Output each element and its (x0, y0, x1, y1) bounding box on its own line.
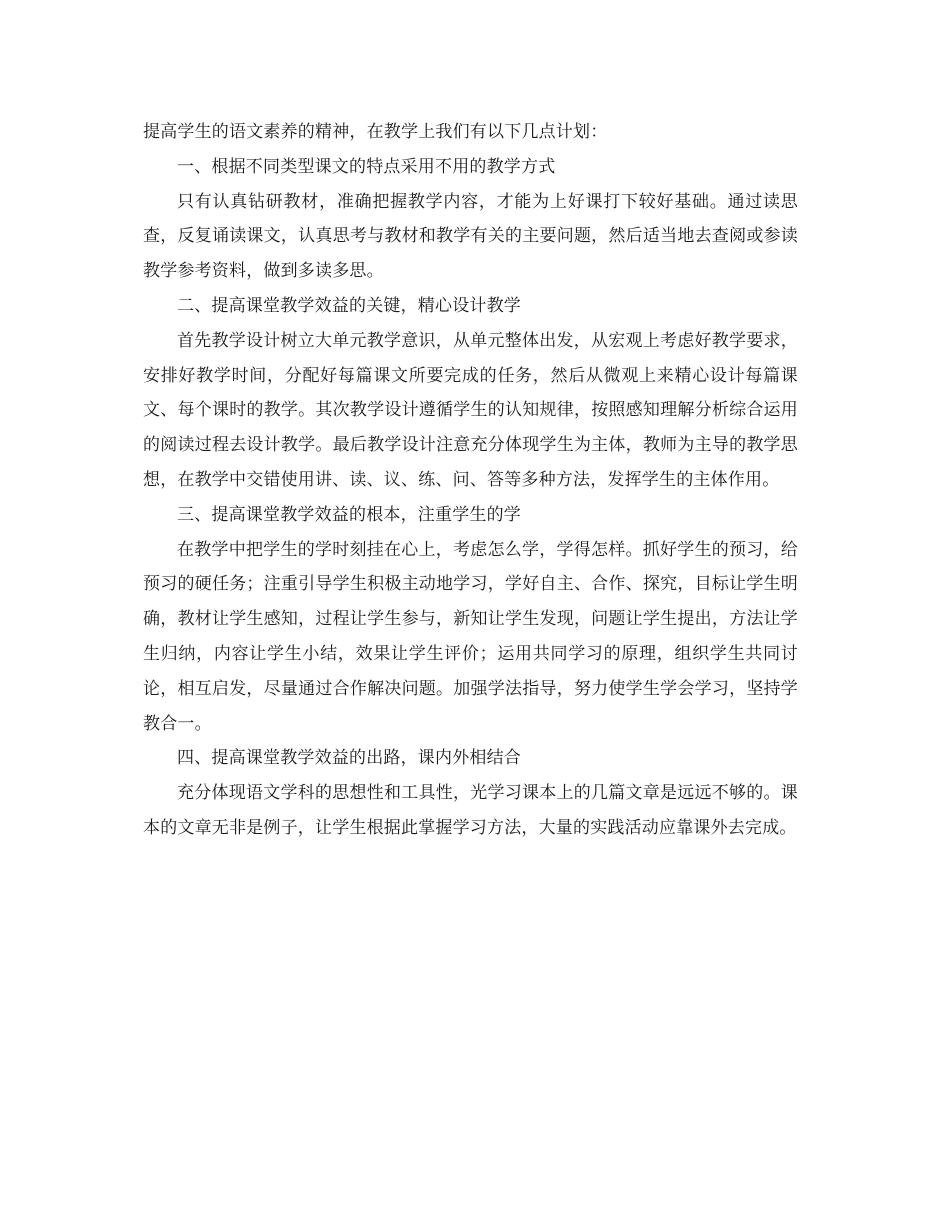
heading-section-4: 四、提高课堂教学效益的出路，课内外相结合 (177, 748, 521, 769)
paragraph-intro: 提高学生的语文素养的精神，在教学上我们有以下几点计划： (143, 122, 608, 142)
paragraph-section-4: 充分体现语文学科的思想性和工具性，光学习课本上的几篇文章是远远不够的。课本的文章无非是例子，让学生根据此掌握学习方法，大量的实践活动应靠课外去完成。 (143, 783, 798, 838)
heading-section-1: 一、根据不同类型课文的特点采用不用的教学方式 (177, 156, 556, 177)
heading-section-2: 二、提高课堂教学效益的关键，精心设计教学 (177, 295, 521, 316)
document-body (143, 115, 798, 846)
paragraph-section-1: 只有认真钻研教材，准确把握教学内容，才能为上好课打下较好基础。通过读思查，反复诵读课文，认真思考与教材和教学有关的主要问题，然后适当地去查阅或参读教学参考资料，做到多读多思。 (143, 191, 798, 282)
paragraph-section-2: 首先教学设计树立大单元教学意识，从单元整体出发，从宏观上考虑好教学要求，安排好教学时间，分配好每篇课文所要完成的任务，然后从微观上来精心设计每篇课文、每个课时的教学。其次教学设计遵循学生的认知规律，按照感知理解分析综合运用的阅读过程去设计教学。最后教学设计注意充分体现学生为主体，教师为主导的教学思想，在教学中交错使用讲、读、议、练、问、答等多种方法，发挥学生的主体作用。 (143, 330, 798, 490)
paragraph-section-3: 在教学中把学生的学时刻挂在心上，考虑怎么学，学得怎样。抓好学生的预习，给预习的硬任务；注重引导学生积极主动地学习，学好自主、合作、探究，目标让学生明确，教材让学生感知，过程让学生参与，新知让学生发现，问题让学生提出，方法让学生归纳，内容让学生小结，效果让学生评价；运用共同学习的原理，组织学生共同讨论，相互启发，尽量通过合作解决问题。加强学法指导，努力使学生学会学习，坚持学教合一。 (143, 539, 798, 734)
heading-section-3: 三、提高课堂教学效益的根本，注重学生的学 (177, 504, 521, 525)
